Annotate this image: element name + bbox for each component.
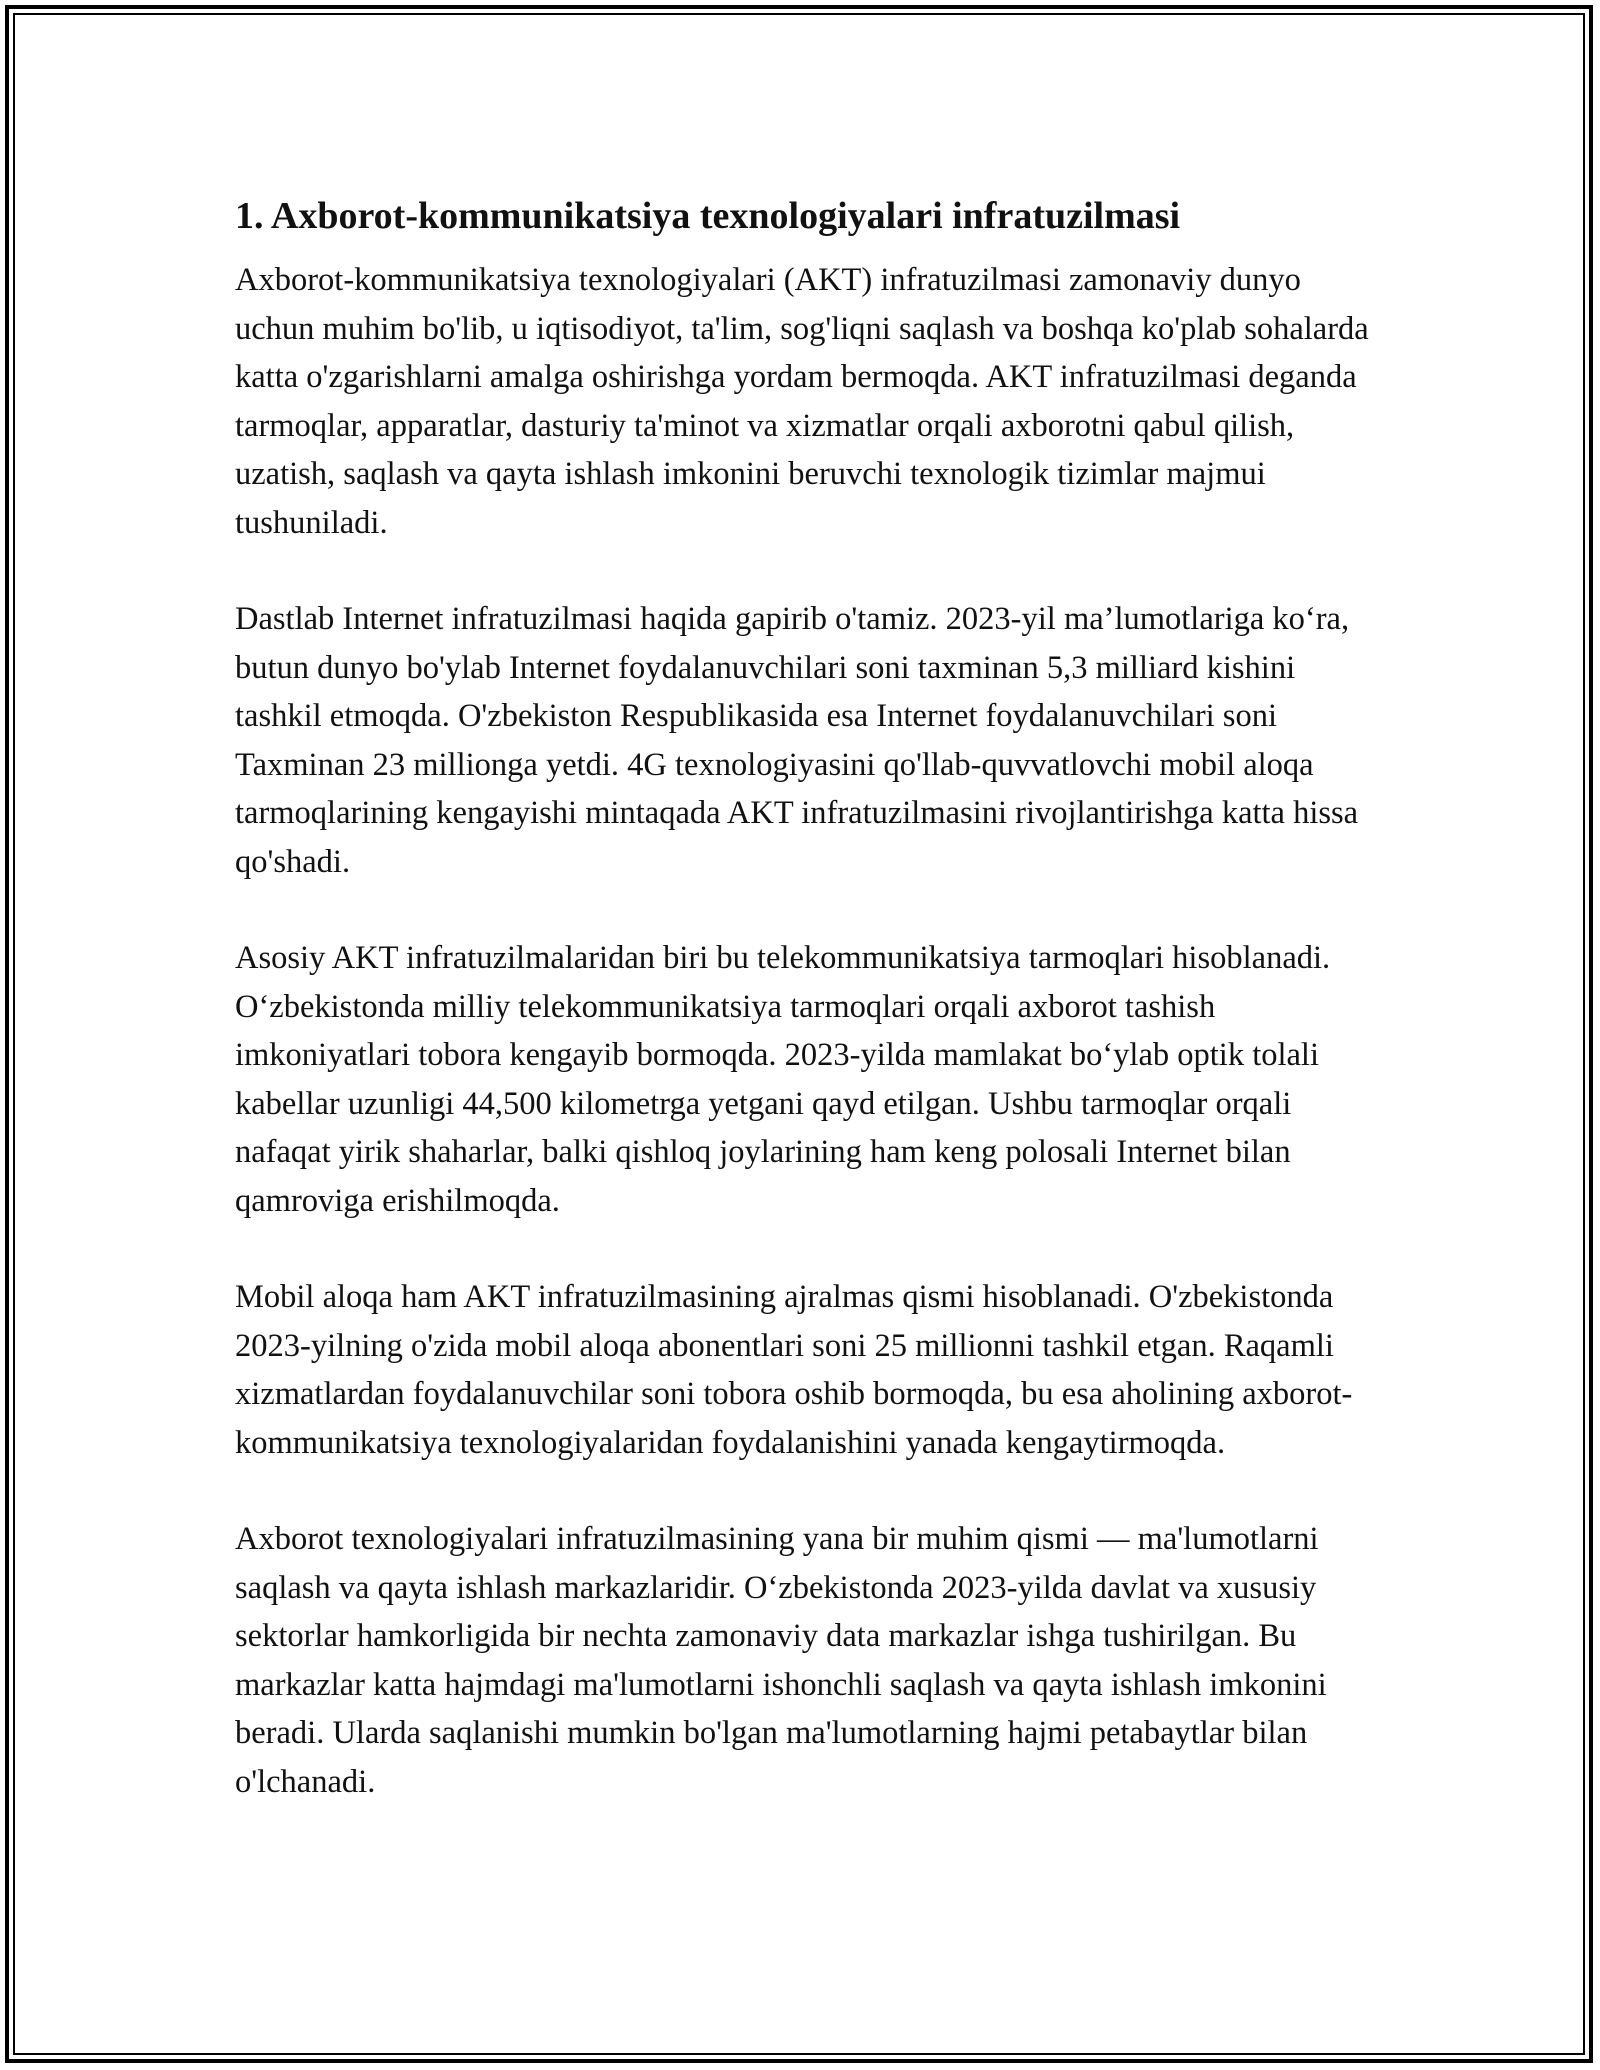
section-heading: 1. Axborot-kommunikatsiya texnologiyalari infratuzilmasi	[235, 195, 1181, 237]
document-body	[235, 186, 1375, 1854]
paragraph-mobile-communication: Mobil aloqa ham AKT infratuzilmasining ajralmas qismi hisoblanadi. O'zbekistonda 2023-yilning o'zida mobil aloqa abonentlari soni 25 millionni tashkil etgan. Raqamli xizmatlardan foydalanuvchilar soni tobora oshib bormoqda, bu esa aholining axborot-kommunikatsiya texnologiyalaridan foydalanishini yanada kengaytirmoqda.	[235, 1279, 1353, 1461]
paragraph-telecom-networks: Asosiy AKT infratuzilmalaridan biri bu telekommunikatsiya tarmoqlari hisoblanadi. O‘zbekistonda milliy telekommunikatsiya tarmoqlari orqali axborot tashish imkoniyatlari tobora kengayib bormoqda. 2023-yilda mamlakat bo‘ylab optik tolali kabellar uzunligi 44,500 kilometrga yetgani qayd etilgan. Ushbu tarmoqlar orqali nafaqat yirik shaharlar, balki qishloq joylarining ham keng polosali Internet bilan qamroviga erishilmoqda.	[235, 940, 1331, 1219]
paragraph-internet-infrastructure: Dastlab Internet infratuzilmasi haqida gapirib o'tamiz. 2023-yil ma’lumotlariga ko‘ra, butun dunyo bo'ylab Internet foydalanuvchilari soni taxminan 5,3 milliard kishini tashkil etmoqda. O'zbekiston Respublikasida esa Internet foydalanuvchilari soni Taxminan 23 millionga yetdi. 4G texnologiyasini qo'llab-quvvatlovchi mobil aloqa tarmoqlarining kengayishi mintaqada AKT infratuzilmasini rivojlantirishga katta hissa qo'shadi.	[235, 601, 1359, 880]
paragraph-data-centers: Axborot texnologiyalari infratuzilmasining yana bir muhim qismi — ma'lumotlarni saqlash va qayta ishlash markazlaridir. O‘zbekistonda 2023-yilda davlat va xususiy sektorlar hamkorligida bir nechta zamonaviy data markazlar ishga tushirilgan. Bu markazlar katta hajmdagi ma'lumotlarni ishonchli saqlash va qayta ishlash imkonini beradi. Ularda saqlanishi mumkin bo'lgan ma'lumotlarning hajmi petabaytlar bilan o'lchanadi.	[235, 1521, 1327, 1800]
paragraph-ict-infrastructure-intro: Axborot-kommunikatsiya texnologiyalari (AKT) infratuzilmasi zamonaviy dunyo uchun muhim bo'lib, u iqtisodiyot, ta'lim, sog'liqni saqlash va boshqa ko'plab sohalarda katta o'zgarishlarni amalga oshirishga yordam bermoqda. AKT infratuzilmasi deganda tarmoqlar, apparatlar, dasturiy ta'minot va xizmatlar orqali axborotni qabul qilish, uzatish, saqlash va qayta ishlash imkonini beruvchi texnologik tizimlar majmui tushuniladi.	[235, 262, 1369, 541]
